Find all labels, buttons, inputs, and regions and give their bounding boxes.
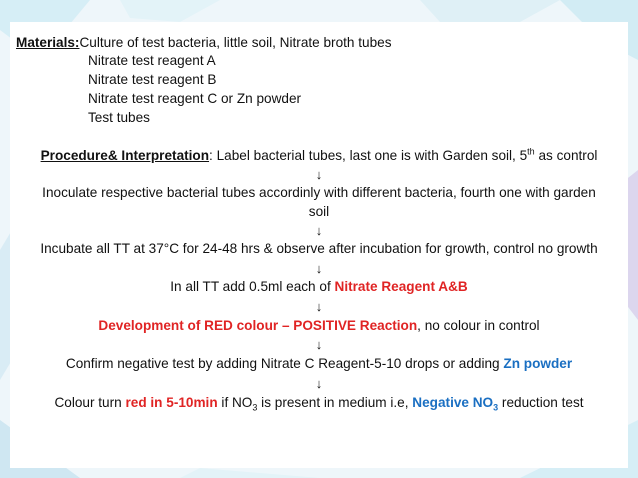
down-arrow-icon: ↓ [315,376,323,391]
materials-line-1 [16,35,392,51]
step-development: Development of RED colour – POSITIVE Reaction, no colour in control [98,318,540,333]
step-inoculate: Inoculate respective bacterial tubes accordinly with different bacteria, fourth one with garden [42,185,596,200]
materials-item: Nitrate test reagent A [88,53,216,68]
highlight-blue: Negative NO [412,395,494,410]
highlight-red: red in 5-10min [125,395,218,410]
materials-item: Nitrate test reagent B [88,72,217,87]
step-inoculate-continued: soil [308,204,330,219]
step-incubate: Incubate all TT at 37°C for 24-48 hrs & observe after incubation for growth, control no growth [40,241,598,256]
down-arrow-icon: ↓ [315,261,323,276]
highlight-red: Nitrate Reagent A&B [334,279,468,294]
down-arrow-icon: ↓ [315,167,323,182]
step-confirm: Confirm negative test by adding Nitrate C Reagent-5-10 drops or adding Zn powder [65,356,573,371]
procedure-label: Procedure& Interpretation [40,148,210,163]
highlight-blue: Zn powder [503,356,573,371]
down-arrow-icon: ↓ [315,299,323,314]
down-arrow-icon: ↓ [315,223,323,238]
materials-item: Nitrate test reagent C or Zn powder [88,91,302,106]
procedure-line: Procedure& Interpretation: Label bacterial tubes, last one is with Garden soil, 5th as control [40,146,598,163]
materials-item: Test tubes [88,110,150,125]
step-add-reagent: In all TT add 0.5ml each of Nitrate Reagent A&B [170,279,468,294]
materials-label: Materials: [16,35,80,50]
content-card [10,22,628,468]
down-arrow-icon: ↓ [315,337,323,352]
step-colour-result: Colour turn red in 5-10min if $NO_3$ is present in medium i.e, Negative $NO_3$ reduction test [54,395,584,413]
highlight-red: Development of RED colour – POSITIVE Reaction [98,318,418,333]
materials-item: Culture of test bacteria, little soil, Nitrate broth tubes [79,35,392,50]
